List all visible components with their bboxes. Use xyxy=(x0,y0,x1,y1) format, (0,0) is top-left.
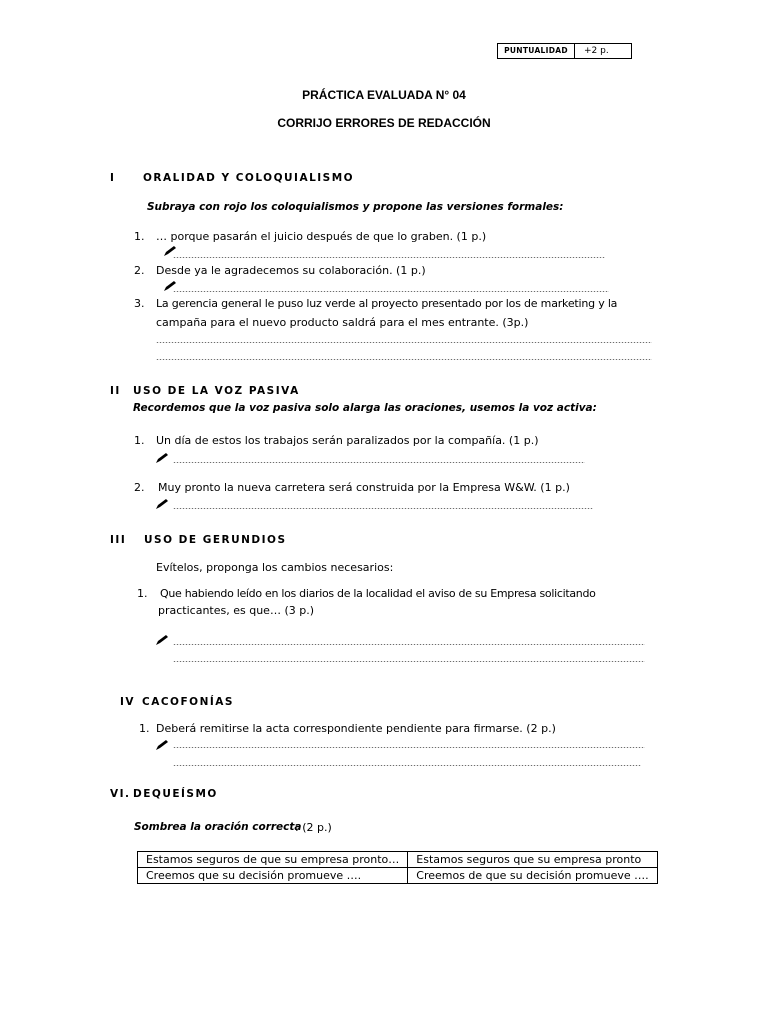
section2-item2-text: Muy pronto la nueva carretera será construida por la Empresa W&W. (1 p.) xyxy=(158,481,570,494)
answer-table xyxy=(137,851,658,884)
section6-number: VI. xyxy=(110,788,131,800)
answer-line[interactable] xyxy=(173,644,645,645)
pencil-icon xyxy=(155,739,169,751)
section3-item1-text-line2: practicantes, es que… (3 p.) xyxy=(158,604,314,617)
section2-item1-text: Un día de estos los trabajos serán paralizados por la compañía. (1 p.) xyxy=(156,434,539,447)
puntualidad-value: +2 p. xyxy=(584,46,609,56)
answer-line[interactable] xyxy=(173,661,645,662)
section3-number: III xyxy=(110,534,127,546)
section6-points: : (2 p.) xyxy=(295,821,332,834)
answer-line[interactable] xyxy=(173,257,605,258)
answer-line[interactable] xyxy=(173,462,585,463)
pencil-icon xyxy=(163,245,177,257)
table-row xyxy=(138,852,658,868)
section2-item2-number: 2. xyxy=(134,481,145,494)
section1-heading: ORALIDAD Y COLOQUIALISMO xyxy=(143,172,355,184)
section1-item3-number: 3. xyxy=(134,297,145,310)
section1-item2-number: 2. xyxy=(134,264,145,277)
section1-instruction: Subraya con rojo los coloquialismos y propone las versiones formales: xyxy=(147,201,564,213)
section2-item1-number: 1. xyxy=(134,434,145,447)
section6-instruction: Sombrea la oración correcta xyxy=(134,821,302,833)
answer-line[interactable] xyxy=(173,291,609,292)
section2-heading: USO DE LA VOZ PASIVA xyxy=(133,385,300,397)
section4-number: IV xyxy=(120,696,136,708)
section3-heading: USO DE GERUNDIOS xyxy=(144,534,287,546)
section2-instruction: Recordemos que la voz pasiva solo alarga las oraciones, usemos la voz activa: xyxy=(133,402,597,414)
section4-item1-number: 1. xyxy=(139,722,150,735)
table-cell[interactable]: Estamos seguros de que su empresa pronto… xyxy=(138,852,408,868)
puntualidad-label: PUNTUALIDAD xyxy=(498,44,575,58)
section1-item1-text: … porque pasarán el juicio después de que lo graben. (1 p.) xyxy=(156,230,487,243)
table-cell[interactable]: Creemos de que su decisión promueve …. xyxy=(408,868,657,884)
pencil-icon xyxy=(155,452,169,464)
section3-item1-number: 1. xyxy=(137,587,148,600)
answer-line[interactable] xyxy=(173,747,645,748)
page-title: PRÁCTICA EVALUADA N° 04 xyxy=(302,88,466,102)
section3-instruction: Evítelos, proponga los cambios necesarios: xyxy=(156,561,394,574)
section1-number: I xyxy=(110,172,116,184)
section6-heading: DEQUEÍSMO xyxy=(133,788,218,800)
answer-line[interactable] xyxy=(173,765,641,766)
section1-item2-text: Desde ya le agradecemos su colaboración. (1 p.) xyxy=(156,264,426,277)
table-cell[interactable]: Creemos que su decisión promueve …. xyxy=(138,868,408,884)
page-subtitle: CORRIJO ERRORES DE REDACCIÓN xyxy=(277,116,491,130)
section4-item1-text: Deberá remitirse la acta correspondiente pendiente para firmarse. (2 p.) xyxy=(156,722,556,735)
answer-line[interactable] xyxy=(156,342,652,343)
puntualidad-box xyxy=(497,43,632,59)
section2-number: II xyxy=(110,385,121,397)
table-cell[interactable]: Estamos seguros que su empresa pronto xyxy=(408,852,657,868)
answer-line[interactable] xyxy=(156,359,652,360)
section3-item1-text: Que habiendo leído en los diarios de la localidad el aviso de su Empresa solicitando xyxy=(160,587,596,600)
pencil-icon xyxy=(155,634,169,646)
section4-heading: CACOFONÍAS xyxy=(142,696,234,708)
answer-line[interactable] xyxy=(173,508,593,509)
table-row xyxy=(138,868,658,884)
section1-item3-text-line2: campaña para el nuevo producto saldrá para el mes entrante. (3p.) xyxy=(156,316,529,329)
pencil-icon xyxy=(155,498,169,510)
section1-item3-text: La gerencia general le puso luz verde al proyecto presentado por los de marketing y la xyxy=(156,297,618,310)
section1-item1-number: 1. xyxy=(134,230,145,243)
